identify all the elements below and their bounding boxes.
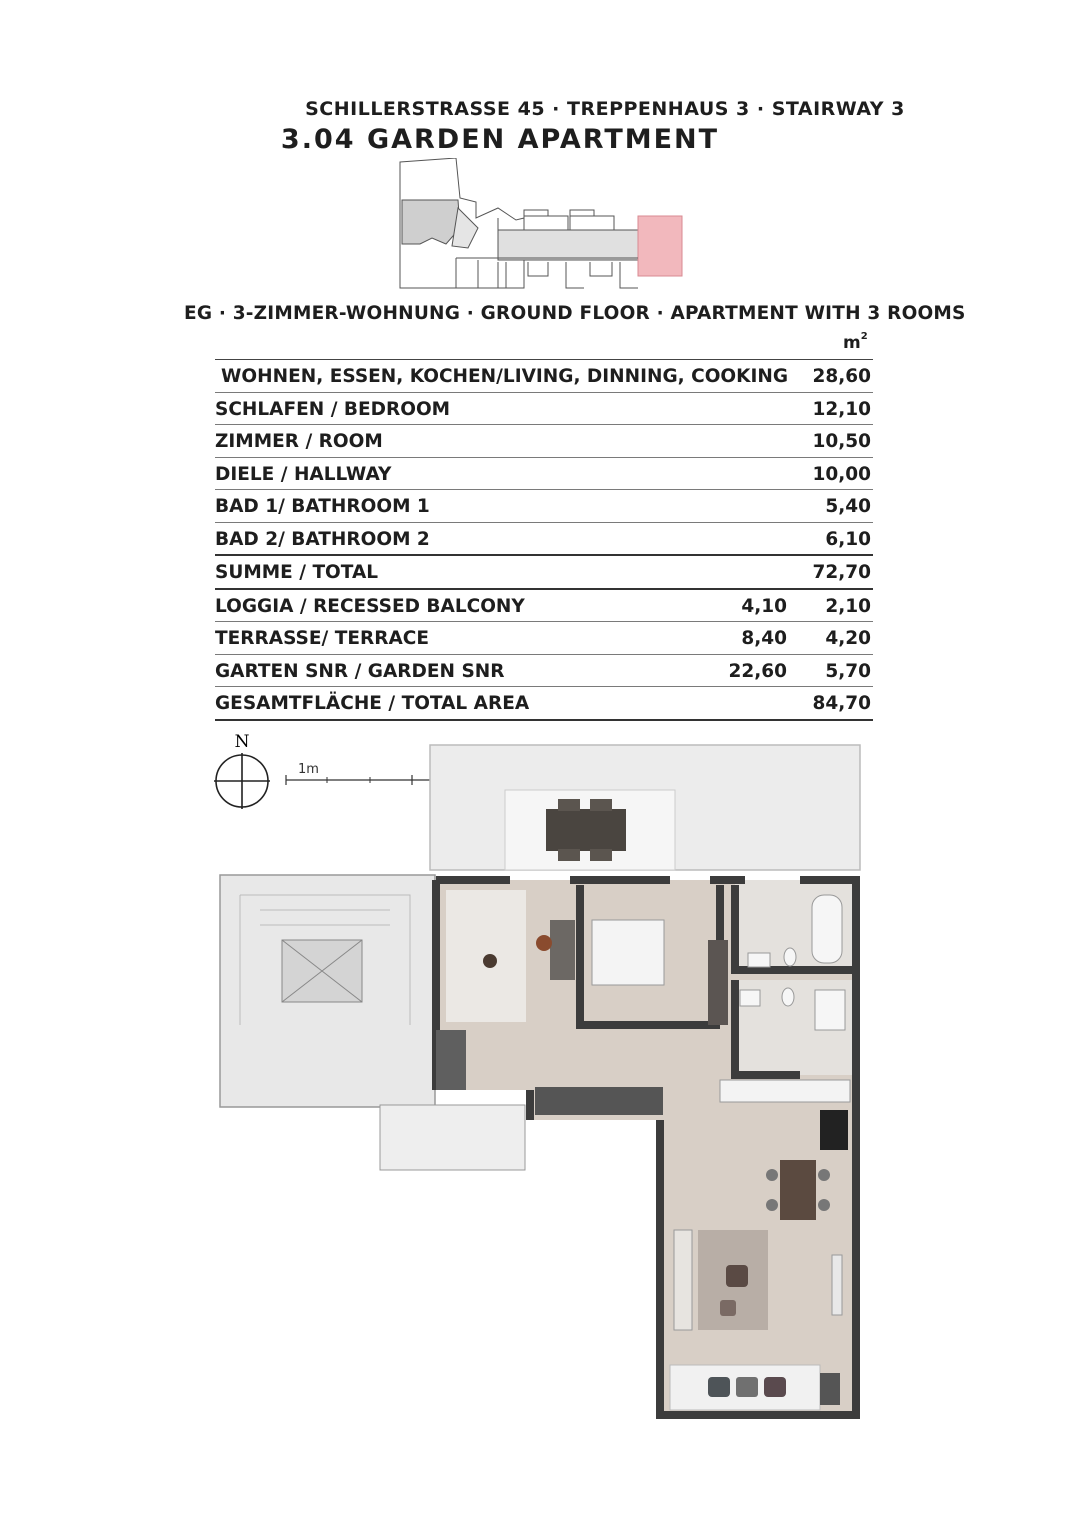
bathtub: [812, 895, 842, 963]
row-label: DIELE / HALLWAY: [215, 463, 392, 485]
oven: [820, 1110, 848, 1150]
table-row: [215, 622, 873, 655]
sink-2: [740, 990, 760, 1006]
unit-label: $m^2$: [843, 331, 868, 353]
row-area: 28,60: [812, 366, 871, 387]
desk-chair: [536, 935, 552, 951]
toilet-2: [782, 988, 794, 1006]
row-gross-area: 22,60: [728, 660, 787, 682]
table-row: [215, 523, 873, 557]
row-label: LOGGIA / RECESSED BALCONY: [215, 595, 525, 617]
table-row: [215, 458, 873, 491]
compass: [214, 732, 270, 809]
floor-plan: [200, 725, 880, 1505]
toilet-1: [784, 948, 796, 966]
sideboard: [832, 1255, 842, 1315]
row-area: 2,10: [825, 595, 871, 617]
scale-label: 1m: [298, 762, 319, 777]
bed: [592, 920, 664, 985]
row-label: GARTEN SNR / GARDEN SNR: [215, 660, 505, 682]
row-label: SUMME / TOTAL: [215, 562, 379, 583]
table-row: [215, 655, 873, 688]
apartment-subtitle: EG · 3-ZIMMER-WOHNUNG · GROUND FLOOR · APARTMENT WITH 3 ROOMS: [184, 303, 966, 324]
desk: [550, 920, 575, 980]
side-chair: [720, 1300, 736, 1316]
row-gross-area: 4,10: [741, 595, 787, 617]
row-gross-area: 8,40: [741, 628, 787, 649]
dining-table: [780, 1160, 816, 1220]
row-area: 5,70: [825, 660, 871, 682]
balcony-table: [736, 1377, 758, 1397]
row-label: SCHLAFEN / BEDROOM: [215, 398, 451, 420]
wardrobe: [535, 1087, 663, 1115]
armchair: [726, 1265, 748, 1287]
sink-1: [748, 953, 770, 967]
row-area: 4,20: [825, 628, 871, 649]
row-label: BAD 2/ BATHROOM 2: [215, 528, 430, 550]
row-label: ZIMMER / ROOM: [215, 431, 383, 452]
wall-column: [436, 1030, 466, 1090]
row-area: 5,40: [825, 496, 871, 517]
compass-north-label: N: [234, 732, 250, 752]
table-row: [215, 590, 873, 623]
row-label: GESAMTFLÄCHE / TOTAL AREA: [215, 693, 530, 714]
row-label: TERRASSE/ TERRACE: [215, 628, 429, 649]
row-label: BAD 1/ BATHROOM 1: [215, 496, 430, 517]
table-row: [215, 425, 873, 458]
row-area: 6,10: [825, 528, 871, 550]
area-table: [215, 359, 873, 721]
row-area: 72,70: [812, 562, 871, 583]
address-heading: SCHILLERSTRASSE 45 · TREPPENHAUS 3 · STAIRWAY 3: [305, 98, 905, 120]
shower: [815, 990, 845, 1030]
table-row: [215, 393, 873, 426]
row-area: 84,70: [812, 693, 871, 714]
table-row: [215, 687, 873, 721]
balcony-chair-2: [764, 1377, 786, 1397]
row-area: 10,50: [812, 431, 871, 452]
balcony-chair-1: [708, 1377, 730, 1397]
row-label: WOHNEN, ESSEN, KOCHEN/LIVING, DINNING, COOKING: [221, 366, 789, 387]
balcony-planter: [820, 1373, 840, 1405]
sofa: [674, 1230, 692, 1330]
page-title: 3.04 GARDEN APARTMENT: [280, 124, 720, 155]
table-row: [215, 490, 873, 523]
entrance-stairs: [380, 1105, 525, 1170]
row-area: 10,00: [812, 463, 871, 485]
kitchen-counter: [720, 1080, 850, 1102]
table-row: [215, 360, 873, 393]
key-plan: [398, 158, 688, 293]
closet: [708, 940, 728, 1025]
table-row: [215, 556, 873, 590]
lamp: [483, 954, 497, 968]
row-area: 12,10: [812, 398, 871, 420]
